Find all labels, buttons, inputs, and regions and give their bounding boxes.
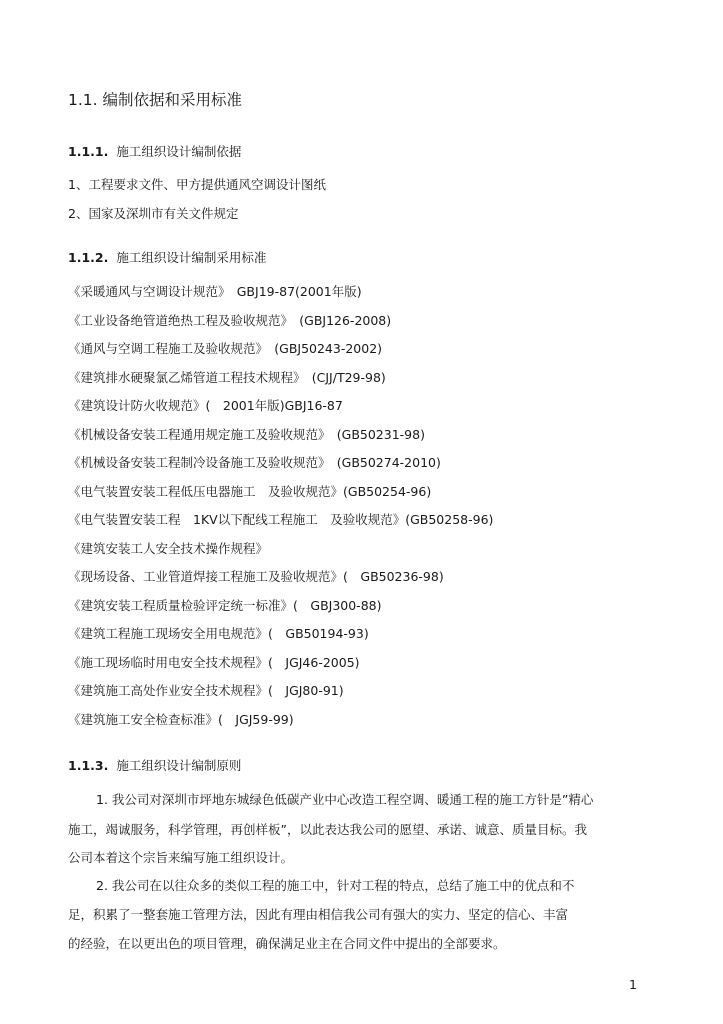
standard-item: 《建筑安装工人安全技术操作规程》 (68, 541, 269, 556)
principle-paragraph-line: 施工，竭诚服务，科学管理，再创样板”，以此表达我公司的愿望、承诺、诚意、质量目标。我 (68, 822, 587, 837)
standard-item: 《建筑施工安全检查标准》( JGJ59-99) (68, 712, 294, 727)
standard-item: 《建筑工程施工现场安全用电规范》( GB50194-93) (68, 626, 369, 641)
standard-item: 《机械设备安装工程制冷设备施工及验收规范》 (GB50274-2010) (68, 455, 441, 470)
standard-item: 《施工现场临时用电安全技术规程》( JGJ46-2005) (68, 655, 360, 670)
standard-item: 《采暖通风与空调设计规范》 GBJ19-87(2001年版) (68, 284, 362, 299)
standard-item: 《建筑施工高处作业安全技术规程》( JGJ80-91) (68, 683, 344, 698)
principle-paragraph-line: 的经验，在以更出色的项目管理，确保满足业主在合同文件中提出的全部要求。 (68, 936, 506, 951)
standard-item: 《现场设备、工业管道焊接工程施工及验收规范》( GB50236-98) (68, 569, 444, 584)
subsection-heading-1-1-2 (68, 250, 266, 266)
subsection-number: 1.1.1. (68, 144, 109, 159)
principle-paragraph-line: 公司本着这个宗旨来编写施工组织设计。 (68, 850, 294, 865)
standard-item: 《电气装置安装工程 1KV以下配线工程施工 及验收规范》(GB50258-96) (68, 512, 494, 527)
page-number: 1 (629, 977, 637, 992)
subsection-title: 施工组织设计编制原则 (116, 758, 242, 773)
standard-item: 《建筑设计防火收规范》( 2001年版)GBJ16-87 (68, 398, 343, 413)
subsection-heading-1-1-1 (68, 144, 241, 160)
standard-item: 《工业设备绝管道绝热工程及验收规范》 (GBJ126-2008) (68, 313, 392, 328)
subsection-heading-1-1-3 (68, 758, 241, 774)
standard-item: 《机械设备安装工程通用规定施工及验收规范》 (GB50231-98) (68, 427, 425, 442)
section-heading-1-1: 1.1. 编制依据和采用标准 (68, 91, 243, 109)
subsection-title: 施工组织设计编制采用标准 (116, 250, 267, 265)
standard-item: 《通风与空调工程施工及验收规范》 (GBJ50243-2002) (68, 341, 383, 356)
principle-paragraph-line: 2. 我公司在以往众多的类似工程的施工中，针对工程的特点，总结了施工中的优点和不 (96, 878, 575, 893)
standard-item: 《电气装置安装工程低压电器施工 及验收规范》(GB50254-96) (68, 484, 432, 499)
standard-item: 《建筑安装工程质量检验评定统一标准》( GBJ300-88) (68, 598, 382, 613)
principle-paragraph-line: 足，积累了一整套施工管理方法，因此有理由相信我公司有强大的实力、坚定的信心、丰富 (68, 907, 569, 922)
principle-paragraph-line: 1. 我公司对深圳市坪地东城绿色低碳产业中心改造工程空调、暖通工程的施工方针是”精心 (96, 792, 594, 807)
subsection-title: 施工组织设计编制依据 (116, 144, 242, 159)
subsection-number: 1.1.2. (68, 250, 109, 265)
basis-item: 1、工程要求文件、甲方提供通风空调设计图纸 (68, 177, 326, 192)
standard-item: 《建筑排水硬聚氯乙烯管道工程技术规程》 (CJJ/T29-98) (68, 370, 386, 385)
subsection-number: 1.1.3. (68, 758, 109, 773)
basis-item: 2、国家及深圳市有关文件规定 (68, 206, 239, 221)
